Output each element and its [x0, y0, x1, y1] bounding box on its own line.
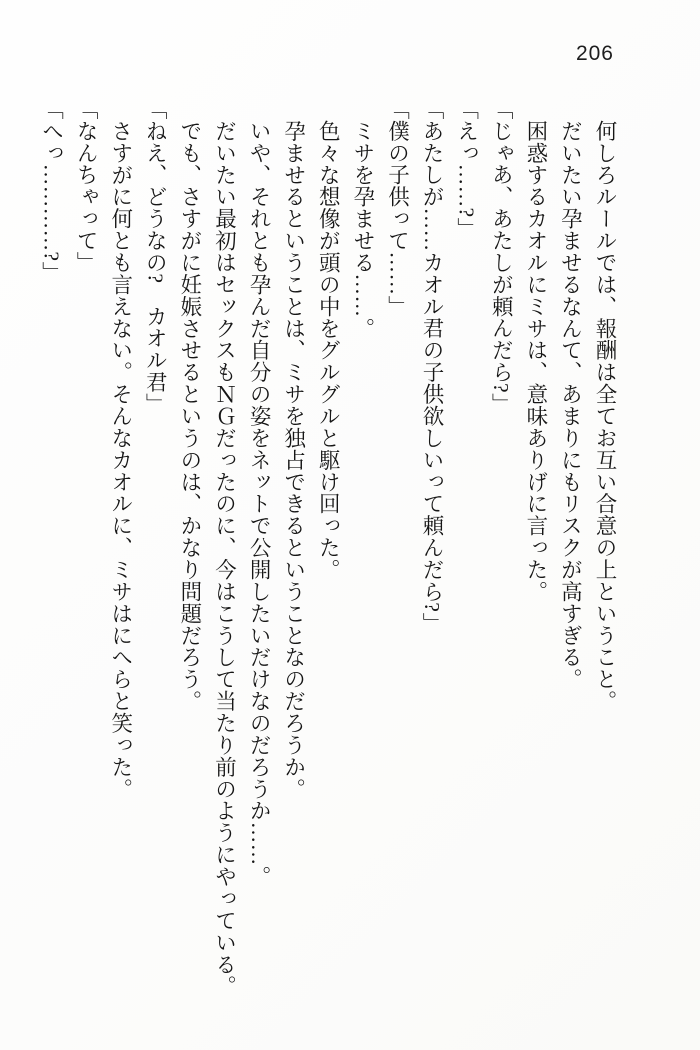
text-line: 色々な想像が頭の中をグルグルと駆け回った。 — [316, 119, 341, 581]
text-line-dialogue: 「なんちゃって」 — [74, 98, 99, 274]
text-line: だいたい孕ませるなんて、あまりにもリスクが高すぎる。 — [558, 119, 583, 690]
text-line: 何しろルールでは、報酬は全てお互い合意の上ということ。 — [593, 119, 617, 712]
text-line: 孕ませるということは、ミサを独占できるということなのだろうか。 — [281, 119, 306, 800]
text-line-dialogue: 「へっ…………?」 — [39, 98, 64, 284]
page-number: 206 — [575, 42, 614, 65]
text-line: でも、さすがに妊娠させるというのは、かなり問題だろう。 — [177, 119, 202, 712]
text-line: だいたい最初はセックスもＮＧだったのに、今はこうして当たり前のようにやっている。 — [212, 119, 237, 997]
text-line: 困惑するカオルにミサは、意味ありげに言った。 — [523, 119, 548, 602]
text-line: ミサを孕ませる……。 — [350, 119, 375, 339]
text-line-dialogue: 「あたしが……カオル君の子供欲しいって頼んだら?」 — [420, 98, 445, 635]
text-line-dialogue: 「じゃあ、あたしが頼んだら?」 — [489, 98, 514, 415]
text-line-dialogue: 「えっ……?」 — [454, 98, 479, 240]
text-line-dialogue: 「ねえ、どうなの? カオル君」 — [143, 98, 168, 415]
text-line-dialogue: 「僕の子供って……」 — [385, 98, 410, 318]
vertical-text-block — [34, 98, 622, 1018]
text-line: さすがに何とも言えない。そんなカオルに、ミサはにへらと笑った。 — [108, 119, 133, 800]
text-line: いや、それとも孕んだ自分の姿をネットで公開したいだけなのだろうか……。 — [247, 119, 272, 888]
